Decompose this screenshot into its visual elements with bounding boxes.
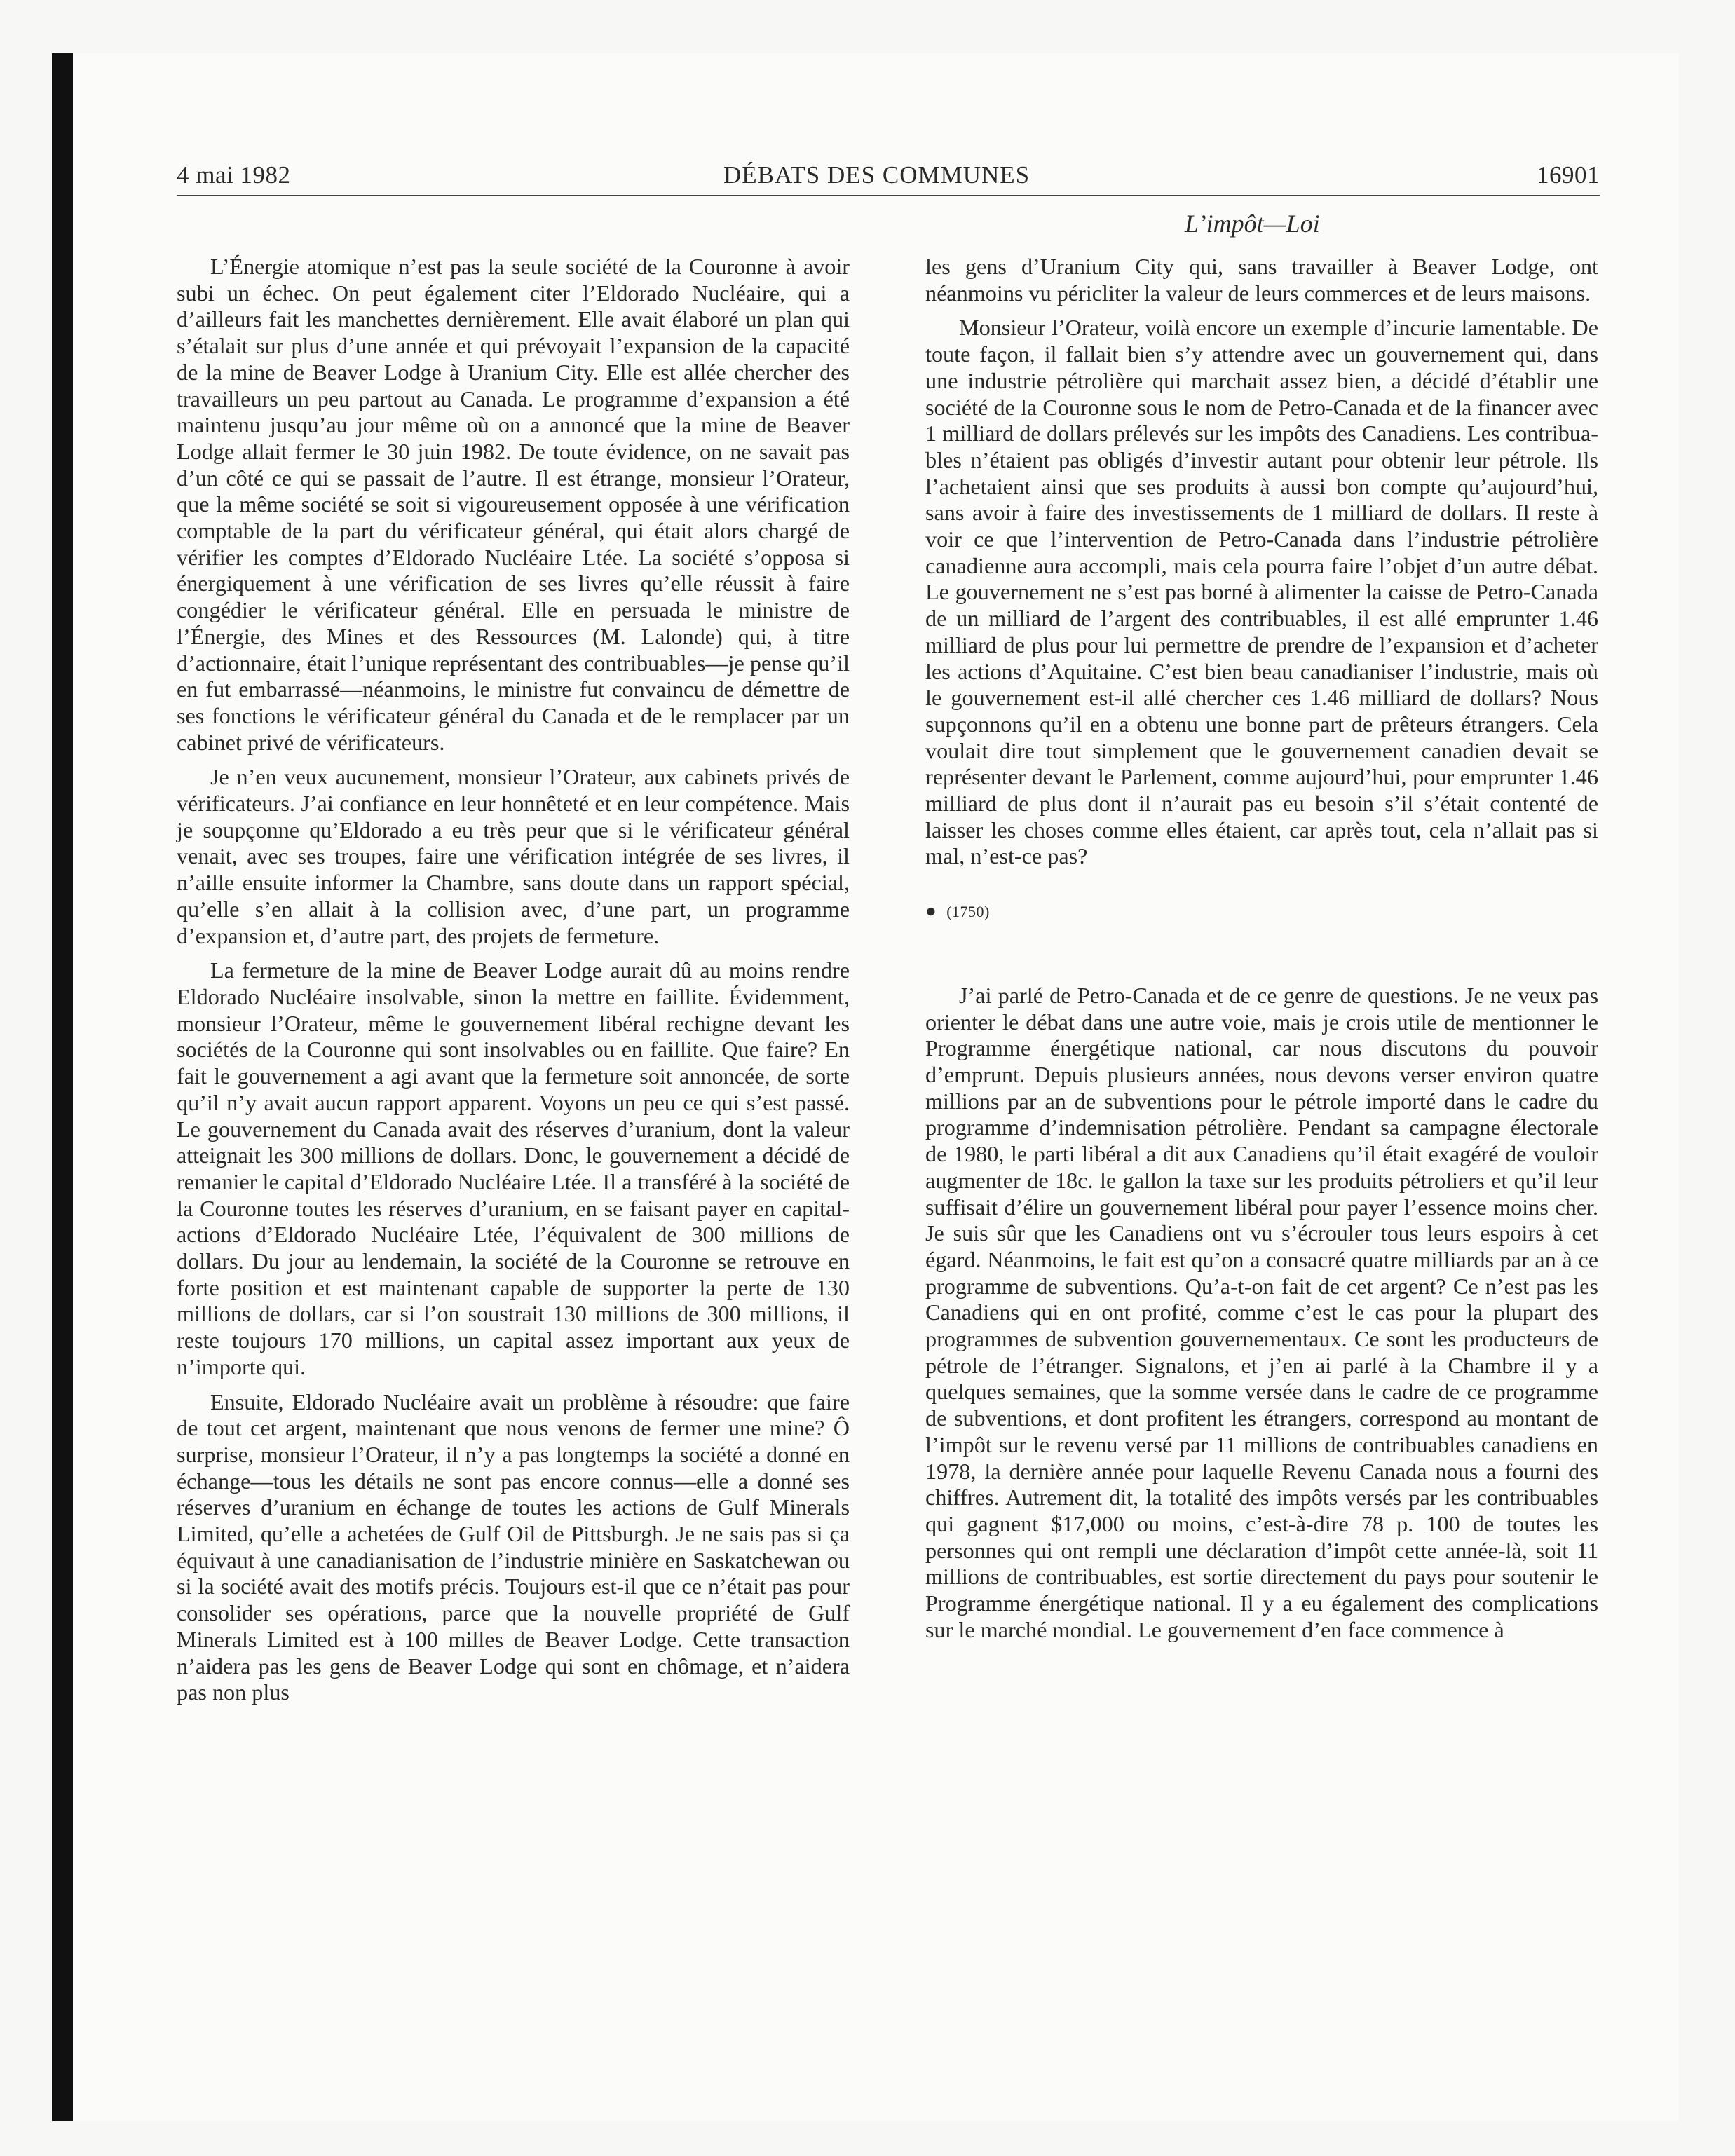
header-rule	[177, 195, 1600, 196]
paragraph: J’ai parlé de Petro-Canada et de ce genre de questions. Je ne veux pas orienter le débat dans une autre voie, mais je crois utile de mentionner le Programme énergétique national, car nous discutons du pouvoir d’emprunt. Depuis plusieurs années, nous devons verser environ quatre millions par an de subventions pour le pétrole importé dans le cadre du programme d’indemnisation pétrolière. Pendant sa campagne électorale de 1980, le parti libéral a dit aux Canadiens qu’il était exagéré de vouloir augmenter de 18c. le gallon la taxe sur les produits pétroliers et qu’il leur suffisait d’élire un gouvernement libéral pour payer l’essence moins cher. Je suis sûr que les Canadiens ont vu s’écrouler tous leurs espoirs à cet égard. Néanmoins, le fait est qu’on a consacré quatre milliards par an à ce programme de subventions. Qu’a-t-on fait de cet argent? Ce n’est pas les Canadiens qui en ont profité, comme c’est le cas pour la plupart des programmes de subvention gouvernementaux. Ce sont les producteurs de pétrole de l’étranger. Signalons, et j’en ai parlé à la Chambre il y a quelques semaines, que la somme versée dans le cadre de ce programme de subventions, et dont profitent les étrangers, correspond au montant de l’impôt sur le revenu versé par 11 millions de contribuables canadiens en 1978, la dernière année pour laquelle Revenu Canada nous a fourni des chiffres. Autrement dit, la totalité des impôts versés par les contribuables qui gagnent $17,000 ou moins, c’est-à-dire 78 p. 100 de toutes les personnes qui ont rempli une déclaration d’impôt cette année-là, soit 11 millions de contribuables, est sortie directement du pays pour soutenir le Programme énergétique national. Il y a eu également des complications sur le marché mondial. Le gouvernement d’en face commence à	[925, 982, 1598, 1642]
paragraph: La fermeture de la mine de Beaver Lodge aurait dû au moins rendre Eldorado Nucléaire insolvable, sinon la mettre en faillite. Évidemment, monsieur l’Orateur, même le gouvernement libéral rechigne devant les sociétés de la Couronne qui sont insolvables ou en faillite. Que faire? En fait le gouvernement a agi avant que la fermeture soit annoncée, de sorte qu’il n’y avait aucun rapport apparent. Voyons un peu ce qui s’est passé. Le gouvernement du Canada avait des réserves d’uranium, dont la valeur atteignait les 300 millions de dollars. Donc, le gouvernement a décidé de remanier le capital d’Eldorado Nucléaire Ltée. Il a transféré à la société de la Couronne toutes les réserves d’uranium, en se faisant payer en capital-actions d’Eldorado Nucléaire Ltée, l’équivalent de 300 millions de dollars. Du jour au lendemain, la société de la Couronne se retrouve en forte position et est maintenant capable de supporter la perte de 130 millions de dollars, car si l’on soustrait 130 millions de 300 millions, il reste toujours 170 millions, un capital assez important aux yeux de n’importe qui.	[177, 957, 850, 1379]
time-marker	[925, 898, 1598, 925]
header-page-number: 16901	[1537, 161, 1600, 189]
time-marker-text: (1750)	[946, 903, 990, 921]
paragraph: les gens d’Uranium City qui, sans travailler à Beaver Lodge, ont néanmoins vu péricliter la valeur de leurs commerces et de leurs maisons.	[925, 254, 1598, 306]
header-publication: DÉBATS DES COMMUNES	[723, 161, 1030, 189]
paragraph: L’Énergie atomique n’est pas la seule société de la Couronne à avoir subi un échec. On peut également citer l’Eldorado Nucléaire, qui a d’ailleurs fait les manchettes dernièrement. Elle avait élaboré un plan qui s’étalait sur plus d’une année et qui prévoyait l’expansion de la capacité de la mine de Beaver Lodge à Uranium City. Elle est allée chercher des travailleurs un peu partout au Canada. Le programme d’expansion a été maintenu jusqu’au jour même où on a annoncé que la mine de Beaver Lodge allait fermer le 30 juin 1982. De toute évidence, on ne savait pas d’un côté ce qui se passait de l’autre. Il est étrange, monsieur l’Orateur, que la même société se soit si vigoureusement opposée à une vérification comptable de la part du vérificateur général, qui était alors chargé de vérifier les comptes d’Eldorado Nucléaire Ltée. La société s’opposa si énergiquement à une vérification de ses livres qu’elle réussit à faire congédier le vérificateur général. Elle en persuada le ministre de l’Énergie, des Mines et des Ressources (M. Lalonde) qui, à titre d’actionnaire, était l’unique représentant des contribuables—je pense qu’il en fut embarrassé—néanmoins, le ministre fut convaincu de démettre de ses fonctions le vérificateur général du Canada et de le remplacer par un cabinet privé de vérificateurs.	[177, 254, 850, 755]
subject-heading: L’impôt—Loi	[1185, 210, 1320, 238]
right-column	[925, 254, 1598, 1651]
left-column	[177, 254, 850, 1714]
paragraph: Monsieur l’Orateur, voilà encore un exemple d’incurie lamentable. De toute façon, il fallait bien s’y attendre avec un gouvernement qui, dans une industrie pétrolière qui marchait assez bien, a décidé d’établir une société de la Couronne sous le nom de Petro-Canada et de la financer avec 1 milliard de dollars prélevés sur les impôts des Canadiens. Les contribuables n’étaient pas obligés d’investir autant pour obtenir leur pétrole. Ils l’achetaient ainsi que ses produits à aussi bon compte qu’aujourd’hui, sans avoir à faire des investissements de 1 milliard de dollars. Il reste à voir ce que l’intervention de Petro-Canada dans l’industrie pétrolière canadienne aura accompli, mais cela pourra faire l’objet d’un autre débat. Le gouvernement ne s’est pas borné à alimenter la caisse de Petro-Canada de un milliard de l’argent des contribuables, il est allé emprunter 1.46 milliard de plus pour lui permettre de prendre de l’expansion et d’acheter les actions d’Aquitaine. C’est bien beau canadianiser l’industrie, mais où le gouvernement est-il allé chercher ces 1.46 milliard de dollars? Nous supçonnons qu’il en a obtenu une bonne part de prêteurs étrangers. Cela voulait dire tout simplement que le gouvernement canadien devait se représenter devant le Parlement, comme aujourd’hui, pour emprunter 1.46 milliard de plus dont il n’aurait pas eu besoin s’il s’était contenté de laisser les choses comme elles étaient, car après tout, cela n’allait pas si mal, n’est-ce pas?	[925, 315, 1598, 869]
header-date: 4 mai 1982	[177, 161, 291, 189]
paragraph: Ensuite, Eldorado Nucléaire avait un problème à résoudre: que faire de tout cet argent, maintenant que nous venons de fermer une mine? Ô surprise, monsieur l’Orateur, il n’y a pas longtemps la société a donné en échange—tous les détails ne sont pas encore connus—elle a donné ses réserves d’uranium en échange de toutes les actions de Gulf Minerals Limited, qu’elle a achetées de Gulf Oil de Pittsburgh. Je ne sais pas si ça équivaut à une canadianisation de l’industrie minière en Saskatchewan ou si la société avait des motifs précis. Toujours est-il que ce n’était pas pour consolider ses opérations, parce que la nouvelle propriété de Gulf Minerals Limited est à 100 milles de Beaver Lodge. Cette transaction n’aidera pas les gens de Beaver Lodge qui sont en chômage, et n’aidera pas non plus	[177, 1389, 850, 1705]
bullet-icon: ●	[925, 901, 937, 922]
paragraph: Je n’en veux aucunement, monsieur l’Orateur, aux cabinets privés de vérificateurs. J’ai confiance en leur honnêteté et en leur compétence. Mais je soupçonne qu’Eldorado a eu très peur que si le vérificateur général venait, avec ses troupes, faire une vérification intégrée de ses livres, il n’aille ensuite informer la Chambre, sans doute dans un rapport spécial, qu’elle s’en allait à la collision avec, d’une part, un programme d’expansion et, d’autre part, des projets de fermeture.	[177, 764, 850, 948]
scan-border	[52, 53, 73, 2121]
